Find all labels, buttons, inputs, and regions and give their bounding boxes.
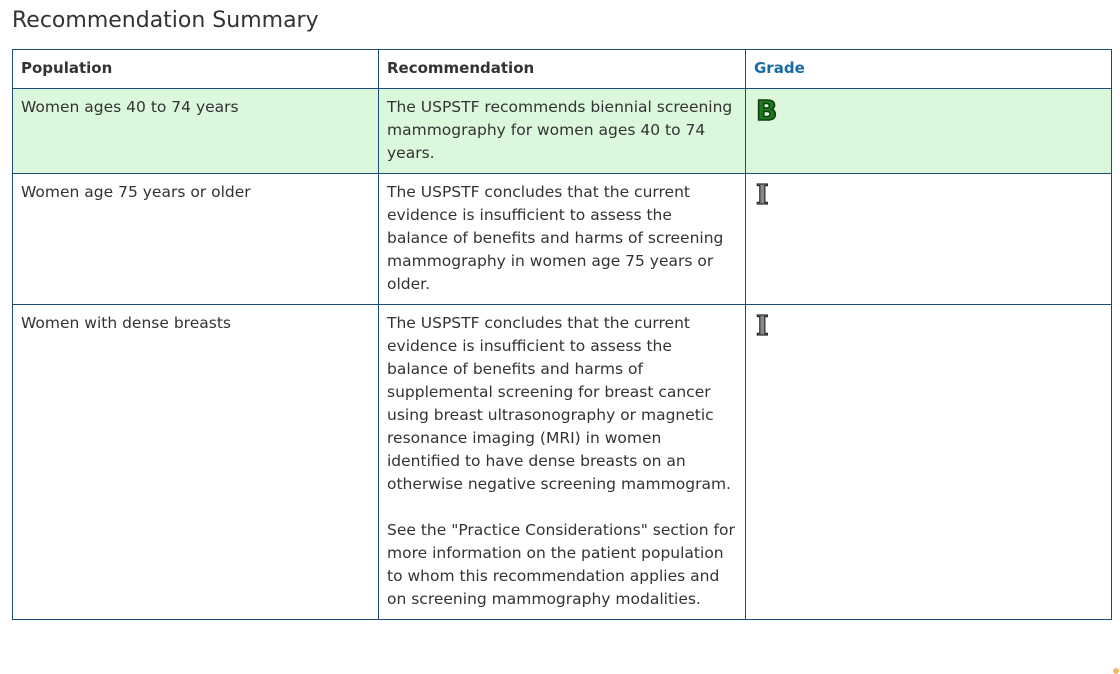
table-row — [13, 174, 1112, 305]
population-cell: Women with dense breasts — [13, 305, 379, 620]
page-title: Recommendation Summary — [12, 8, 319, 33]
recommendation-table — [12, 49, 1112, 620]
grade-header-link[interactable]: Grade — [746, 50, 1112, 89]
grade-b-letter-icon: B — [756, 94, 778, 127]
recommendation-text: The USPSTF concludes that the current evidence is insufficient to assess the balance of benefits and harms of supplemental screening for breast cancer using breast ultrasonography or magnetic resonance imaging (MRI) in women identified to have dense breasts on an otherwise negative screening mammogram. — [387, 314, 731, 493]
recommendation-cell — [379, 305, 746, 620]
recommendation-cell — [379, 174, 746, 305]
grade-i-letter-icon: I — [756, 180, 769, 211]
recommendation-text: The USPSTF recommends biennial screening mammography for women ages 40 to 74 years. — [387, 98, 733, 162]
recommendation-text: The USPSTF concludes that the current evidence is insufficient to assess the balance of benefits and harms of screening mammography in women age 75 years or older. — [387, 183, 724, 293]
grade-i-letter-icon: I — [756, 311, 769, 342]
corner-dot — [1113, 668, 1119, 674]
population-cell: Women age 75 years or older — [13, 174, 379, 305]
population-header: Population — [13, 50, 379, 89]
recommendation-cell — [379, 89, 746, 174]
table-row — [13, 305, 1112, 620]
table-header-row — [13, 50, 1112, 89]
recommendation-header: Recommendation — [379, 50, 746, 89]
population-cell: Women ages 40 to 74 years — [13, 89, 379, 174]
table-row — [13, 89, 1112, 174]
grade-cell — [746, 305, 1112, 620]
grade-cell — [746, 89, 1112, 174]
grade-cell — [746, 174, 1112, 305]
practice-considerations-note: See the "Practice Considerations" section for more information on the patient population to whom this recommendation applies and on screening mammography modalities. — [387, 521, 735, 608]
